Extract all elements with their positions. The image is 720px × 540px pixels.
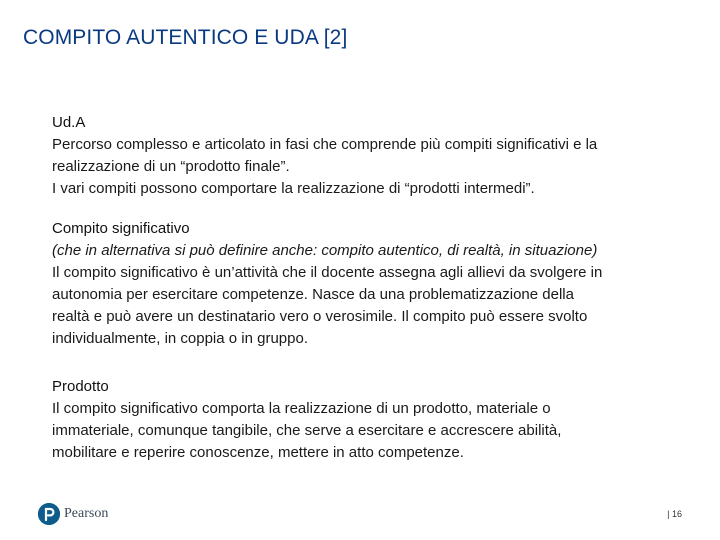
body-line: Il compito significativo è un’attività che il docente assegna agli allievi da svolgere in [52, 264, 603, 281]
section-heading: Compito significativo [52, 220, 190, 237]
italic-note: (che in alternativa si può definire anche: compito autentico, di realtà, in situazione) [52, 242, 598, 259]
body-line: Il compito significativo comporta la realizzazione di un prodotto, materiale o [52, 400, 551, 417]
slide-title-text: COMPITO AUTENTICO E UDA [23, 26, 318, 49]
body-line: realtà e può avere un destinatario vero o verosimile. Il compito può essere svolto [52, 308, 588, 325]
pearson-wordmark: Pearson [64, 506, 109, 521]
slide-content [52, 112, 682, 464]
body-line: autonomia per esercitare competenze. Nasce da una problematizzazione della [52, 286, 574, 303]
pearson-p-icon [38, 503, 60, 525]
body-line: individualmente, in coppia o in gruppo. [52, 330, 309, 347]
body-line: mobilitare e reperire conoscenze, mettere in atto competenze. [52, 444, 464, 461]
page-number [667, 509, 682, 519]
section-compito-significativo [52, 218, 682, 350]
body-line: Percorso complesso e articolato in fasi che comprende più compiti significativi e la [52, 136, 598, 153]
section-prodotto [52, 376, 682, 464]
page-number-prefix: | [667, 509, 670, 519]
pearson-logo [38, 503, 108, 525]
body-line: I vari compiti possono comportare la realizzazione di “prodotti intermedi”. [52, 180, 535, 197]
body-line: realizzazione di un “prodotto finale”. [52, 158, 290, 175]
slide-title-number: [2] [323, 26, 348, 49]
section-heading: Prodotto [52, 378, 109, 395]
section-uda [52, 112, 682, 200]
body-line: immateriale, comunque tangibile, che serve a esercitare e accrescere abilità, [52, 422, 562, 439]
slide-title [23, 26, 347, 50]
section-heading: Ud.A [52, 114, 86, 131]
page-number-value: 16 [671, 509, 682, 519]
